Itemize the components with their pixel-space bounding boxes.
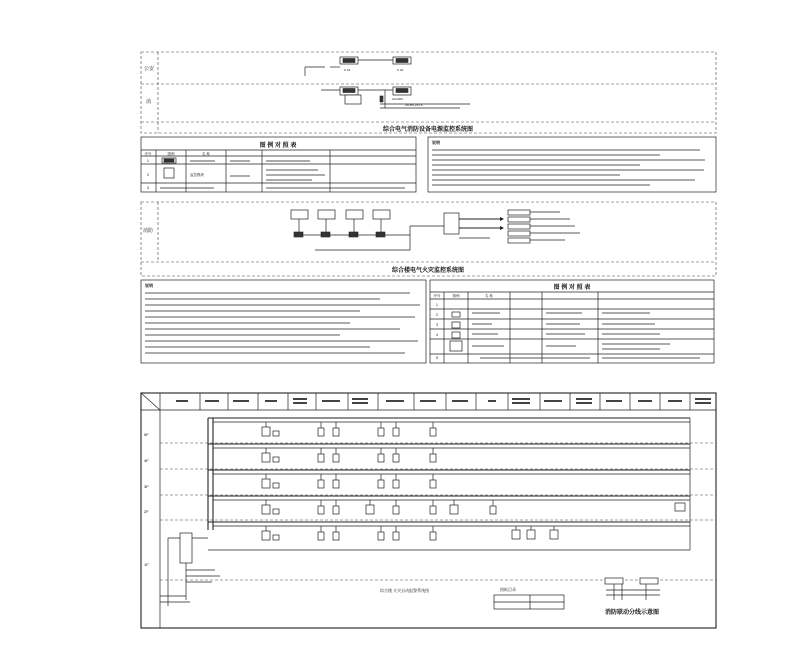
monitor-module-box [345,95,361,104]
legend-symbol [164,168,174,178]
title-block-small: 图纸目录 [500,587,516,592]
legend-row-name: 监控模块 [190,173,204,177]
svg-text:C.01: C.01 [344,68,351,72]
legend-header: 序号 [433,294,441,298]
floor-label-5f: 5F [144,432,149,437]
sheet-fire-monitoring [141,202,716,363]
svg-text:AC220V: AC220V [392,97,404,101]
floor-label-4f: 4F [144,458,149,463]
legend-table-2 [430,280,714,363]
floor-devices-4f [262,448,436,462]
row-label-1: 公安 [144,66,155,72]
legend-row-no: 2 [436,313,438,317]
legend-header: 图例 [452,294,460,298]
detector-row [291,210,410,250]
side-label: 消防 [143,228,154,234]
row-label-2: 消 [146,99,152,105]
diagram-title: 综合电气消防设备电源监控系统图 [382,127,474,133]
legend-caption-2: 图 例 对 照 表 [553,285,591,291]
legend-header: 序号 [144,152,152,156]
title-block [380,586,564,609]
riser-header [176,393,711,410]
legend-caption: 图 例 对 照 表 [259,143,297,149]
fire-link-title: 消防联动分线示意图 [604,610,660,616]
legend-table-1 [141,137,416,192]
legend-row-no: 1 [147,159,149,163]
legend-row-no: 5 [436,356,438,360]
notes-heading: 说明 [432,140,440,145]
legend-row-no: 1 [436,303,438,307]
svg-text:C.02: C.02 [397,68,404,72]
legend-row-no: 2 [147,173,149,177]
legend-header: 名 称 [485,294,493,298]
title-block-text: 综合楼 火灾自动报警系统图 [380,588,430,593]
legend-row-no: 3 [147,186,149,190]
floor-devices-5f [262,422,436,436]
fire-monitor-frame [141,202,716,276]
floor-devices-3f [262,474,436,488]
notes-block-1 [428,137,716,192]
floor-devices-2f [262,500,685,514]
floor-label-1f: 1F [144,562,149,567]
legend-header: 名 称 [202,152,210,156]
notes-heading-2: 说明 [145,283,153,288]
power-monitor-frame [141,52,716,133]
sheet-fire-alarm-riser [141,393,716,628]
svg-text:ZR-BV-2×2.5: ZR-BV-2×2.5 [405,103,423,107]
floor-devices-1f [262,526,558,540]
floor-label-2f: 2F [144,509,149,514]
notes-block-2 [141,280,426,363]
monitor-host [444,213,459,234]
diagram-title-2: 综合楼电气火灾监控系统图 [391,268,465,274]
output-list [508,210,580,243]
floor-label-3f: 3F [144,484,149,489]
legend-row-no: 4 [436,333,438,337]
fire-link-diagram [605,578,660,616]
legend-row-no: 3 [436,323,438,327]
fire-alarm-controller [180,533,192,563]
sheet-power-monitoring [141,52,716,192]
legend-header: 图例 [167,152,175,156]
